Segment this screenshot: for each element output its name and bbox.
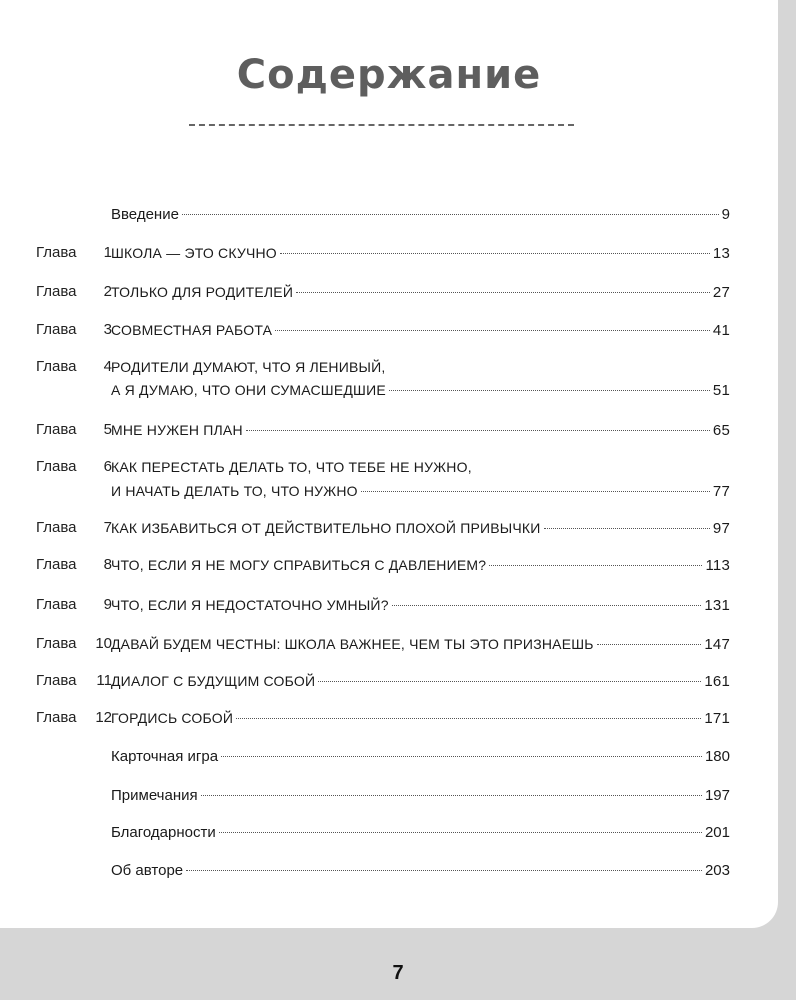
entry-page: 161 <box>704 673 730 690</box>
entry-title: Введение <box>111 206 179 223</box>
entry-title-line-1: РОДИТЕЛИ ДУМАЮТ, ЧТО Я ЛЕНИВЫЙ, <box>111 359 386 375</box>
dot-leader <box>318 681 701 682</box>
dot-leader <box>392 605 702 606</box>
dot-leader <box>221 756 702 757</box>
toc-entry-chapter-11[interactable] <box>0 669 778 693</box>
chapter-label: Глава 3 <box>36 321 112 338</box>
chapter-label: Глава 1 <box>36 244 112 261</box>
toc-entry-chapter-5[interactable] <box>0 418 778 442</box>
entry-page: 27 <box>712 284 730 301</box>
toc-entry-chapter-10[interactable] <box>0 632 778 656</box>
dot-leader <box>597 644 702 645</box>
entry-title: ЧТО, ЕСЛИ Я НЕДОСТАТОЧНО УМНЫЙ? <box>111 597 389 613</box>
dot-leader <box>296 292 710 293</box>
entry-title: Карточная игра <box>111 748 219 765</box>
entry-page: 41 <box>712 322 730 339</box>
page-number: 7 <box>392 962 404 984</box>
chapter-label: Глава 11 <box>36 672 112 689</box>
entry-title: ДАВАЙ БУДЕМ ЧЕСТНЫ: ШКОЛА ВАЖНЕЕ, ЧЕМ ТЫ ЭТО ПРИЗНАЕШЬ <box>111 636 594 652</box>
dot-leader <box>489 565 702 566</box>
chapter-label: Глава 8 <box>36 556 112 573</box>
entry-title: ШКОЛА — ЭТО СКУЧНО <box>111 245 277 261</box>
entry-page: 180 <box>704 748 730 765</box>
chapter-label: Глава 6 <box>36 458 112 475</box>
toc-entry-chapter-6-cont[interactable] <box>0 479 778 503</box>
chapter-label: Глава 7 <box>36 519 112 536</box>
dot-leader <box>389 390 710 391</box>
entry-page: 171 <box>704 710 730 727</box>
title-dashed-rule <box>189 124 574 126</box>
toc-entry-chapter-8[interactable] <box>0 553 778 577</box>
entry-page: 51 <box>712 382 730 399</box>
entry-page: 131 <box>704 597 730 614</box>
entry-page: 201 <box>704 824 730 841</box>
entry-title: ТОЛЬКО ДЛЯ РОДИТЕЛЕЙ <box>111 284 294 300</box>
dot-leader <box>186 870 702 871</box>
dot-leader <box>219 832 702 833</box>
entry-page: 147 <box>704 636 730 653</box>
chapter-label: Глава 4 <box>36 358 112 375</box>
entry-title-line-1: КАК ПЕРЕСТАТЬ ДЕЛАТЬ ТО, ЧТО ТЕБЕ НЕ НУЖНО, <box>111 459 472 475</box>
entry-page: 13 <box>712 245 730 262</box>
entry-page: 65 <box>712 422 730 439</box>
toc-entry-chapter-4-cont[interactable] <box>0 378 778 402</box>
chapter-label: Глава 10 <box>36 635 112 652</box>
dot-leader <box>236 718 701 719</box>
toc-entry-intro[interactable] <box>0 203 778 227</box>
entry-title: ГОРДИСЬ СОБОЙ <box>111 710 234 726</box>
entry-title-line-2: И НАЧАТЬ ДЕЛАТЬ ТО, ЧТО НУЖНО <box>111 483 358 499</box>
chapter-label: Глава 2 <box>36 283 112 300</box>
toc-entry-about-author[interactable] <box>0 859 778 883</box>
page-title: Содержание <box>236 52 542 98</box>
dot-leader <box>280 253 710 254</box>
entry-title: МНЕ НУЖЕН ПЛАН <box>111 422 243 438</box>
entry-page: 203 <box>704 862 730 879</box>
toc-entry-chapter-6[interactable] <box>0 455 778 479</box>
entry-title: СОВМЕСТНАЯ РАБОТА <box>111 322 273 338</box>
entry-title: Об авторе <box>111 862 184 879</box>
toc-entry-chapter-1[interactable] <box>0 241 778 265</box>
toc-entry-chapter-3[interactable] <box>0 318 778 342</box>
toc-entry-acknowledgements[interactable] <box>0 821 778 845</box>
entry-page: 197 <box>704 787 730 804</box>
entry-page: 77 <box>712 483 730 500</box>
dot-leader <box>544 528 710 529</box>
dot-leader <box>201 795 702 796</box>
entry-title: Благодарности <box>111 824 216 841</box>
toc-entry-chapter-12[interactable] <box>0 706 778 730</box>
entry-page: 97 <box>712 520 730 537</box>
chapter-label: Глава 5 <box>36 421 112 438</box>
dot-leader <box>275 330 710 331</box>
entry-title: ЧТО, ЕСЛИ Я НЕ МОГУ СПРАВИТЬСЯ С ДАВЛЕНИЕМ? <box>111 557 487 573</box>
dot-leader <box>182 214 719 215</box>
chapter-label: Глава 12 <box>36 709 112 726</box>
toc-entry-notes[interactable] <box>0 784 778 808</box>
entry-title: Примечания <box>111 787 198 804</box>
dot-leader <box>246 430 710 431</box>
toc-entry-card-game[interactable] <box>0 745 778 769</box>
toc-entry-chapter-7[interactable] <box>0 516 778 540</box>
dot-leader <box>361 491 710 492</box>
entry-title: ДИАЛОГ С БУДУЩИМ СОБОЙ <box>111 673 316 689</box>
toc-entry-chapter-2[interactable] <box>0 280 778 304</box>
chapter-label: Глава 9 <box>36 596 112 613</box>
toc-entry-chapter-9[interactable] <box>0 593 778 617</box>
toc-entry-chapter-4[interactable] <box>0 355 778 379</box>
entry-page: 9 <box>721 206 730 223</box>
entry-page: 113 <box>705 557 730 574</box>
entry-title: КАК ИЗБАВИТЬСЯ ОТ ДЕЙСТВИТЕЛЬНО ПЛОХОЙ ПРИВЫЧКИ <box>111 520 541 536</box>
entry-title-line-2: А Я ДУМАЮ, ЧТО ОНИ СУМАСШЕДШИЕ <box>111 382 386 398</box>
